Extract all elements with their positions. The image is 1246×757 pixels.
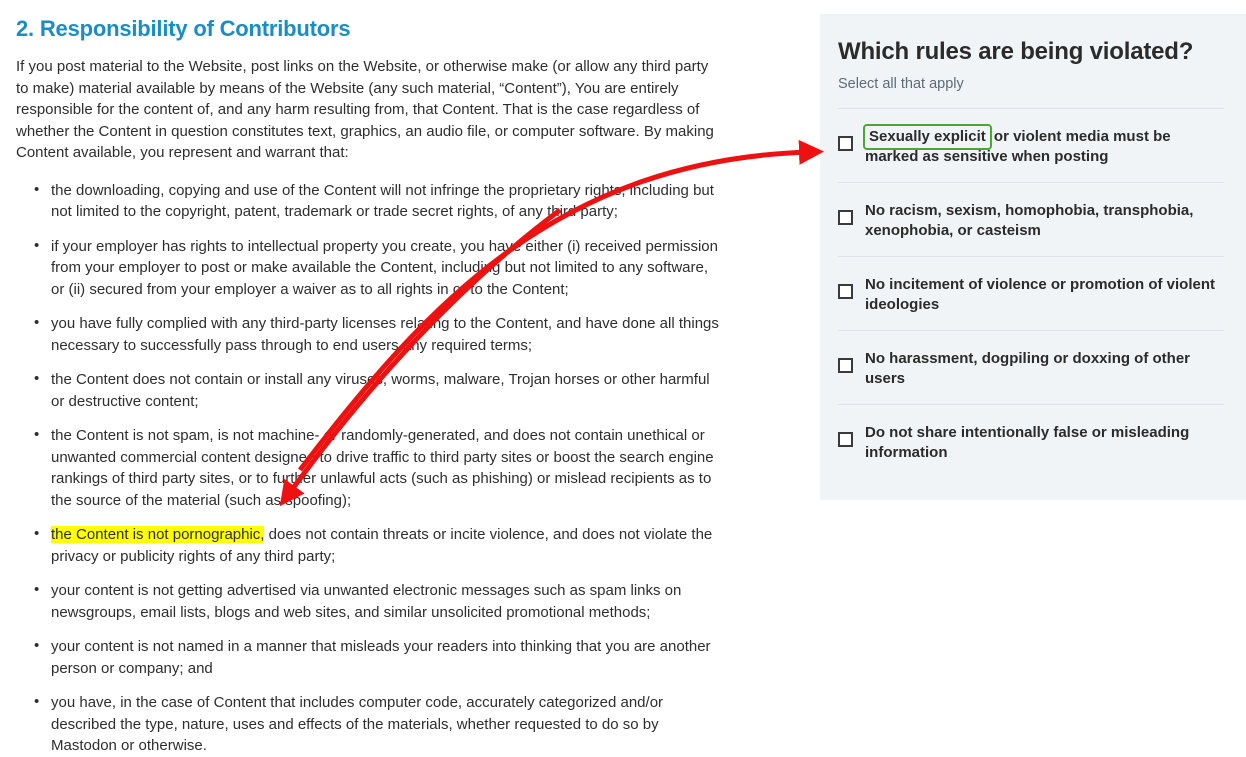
- panel-title: Which rules are being violated?: [838, 38, 1194, 65]
- rule-option-no-racism[interactable]: [838, 182, 1224, 256]
- list-item: • the downloading, copying and use of the Content will not infringe the proprietary rights, including but not limited to the copyright, patent, trademark or trade secret rights, of any third party;: [51, 180, 723, 223]
- intro-paragraph: If you post material to the Website, post links on the Website, or otherwise make (or allow any third party to make) material available by means of the Website (any such material, “Content”), You are entirely responsible for the content of, and any harm resulting from, that Content. That is the case regardless of whether the Content in question constitutes text, graphics, an audio file, or computer software. By making Content available, you represent and warrant that:: [16, 58, 714, 161]
- rule-label: No harassment, dogpiling or doxxing of other users: [865, 350, 1191, 387]
- page-title: 2. Responsibility of Contributors: [16, 16, 351, 41]
- rule-checkbox[interactable]: [838, 432, 853, 447]
- rule-label: No incitement of violence or promotion of violent ideologies: [865, 276, 1216, 313]
- list-item: • if your employer has rights to intellectual property you create, you have either (i) received permission from your employer to post or make available the Content, including but not limited to any software, or (ii) secured from your employer a waiver as to all rights in or to the Content;: [51, 236, 723, 301]
- rule-option-no-misinformation[interactable]: [838, 404, 1224, 478]
- list-item: • the Content is not spam, is not machine- or randomly-generated, and does not contain unethical or unwanted commercial content designed to drive traffic to third party sites or boost the search engine rankings of third party sites, or to further unlawful acts (such as phishing) or mislead recipients as to the source of the material (such as spoofing);: [51, 425, 723, 511]
- highlighted-text: the Content is not pornographic,: [51, 526, 265, 543]
- list-item: • you have, in the case of Content that includes computer code, accurately categorized and/or described the type, nature, uses and effects of the materials, whether requested to do so by Mastodon or otherwise.: [51, 692, 723, 757]
- rule-option-no-harassment[interactable]: [838, 330, 1224, 404]
- rule-checkbox[interactable]: [838, 210, 853, 225]
- rule-checkbox[interactable]: [838, 358, 853, 373]
- rule-option-no-incitement[interactable]: [838, 256, 1224, 330]
- rule-label-emphasis: Sexually explicit: [865, 126, 990, 148]
- list-item: • your content is not getting advertised via unwanted electronic messages such as spam links on newsgroups, email lists, blogs and web sites, and similar unsolicited promotional methods;: [51, 580, 723, 623]
- rule-checkbox[interactable]: [838, 284, 853, 299]
- list-item: • the Content does not contain or install any viruses, worms, malware, Trojan horses or other harmful or destructive content;: [51, 369, 723, 412]
- rule-option-sexually-explicit[interactable]: [838, 108, 1224, 182]
- rule-label: [865, 124, 1224, 167]
- highlighted-item-rest: does not contain threats or incite violence, and does not violate the privacy or publicity rights of any third party;: [51, 526, 713, 565]
- panel-subtitle: Select all that apply: [838, 76, 964, 92]
- rule-label: No racism, sexism, homophobia, transphobia, xenophobia, or casteism: [865, 202, 1194, 239]
- rule-checkbox[interactable]: [838, 136, 853, 151]
- list-item-highlighted: [51, 524, 723, 567]
- obligations-list: [16, 180, 744, 757]
- rule-label: Do not share intentionally false or misleading information: [865, 424, 1190, 461]
- list-item: • your content is not named in a manner that misleads your readers into thinking that you are another person or company; and: [51, 636, 723, 679]
- list-item: • you have fully complied with any third-party licenses relating to the Content, and have done all things necessary to successfully pass through to end users any required terms;: [51, 313, 723, 356]
- rule-label-rest: or violent media must be marked as sensitive when posting: [865, 128, 1171, 165]
- rules-panel: [820, 14, 1246, 500]
